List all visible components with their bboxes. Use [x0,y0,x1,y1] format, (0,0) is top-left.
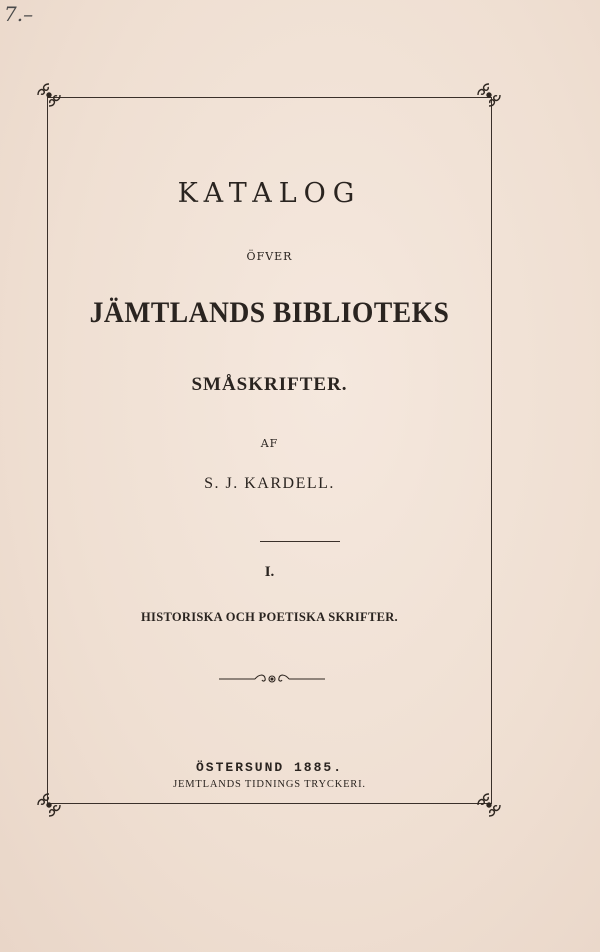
author-name: S. J. KARDELL. [204,475,335,492]
divider-rule [260,541,340,542]
corner-ornament-icon [34,790,64,820]
title-sub: SMÅSKRIFTER. [191,374,348,395]
part-number: I. [264,564,275,580]
byline-af: AF [260,437,279,450]
corner-ornament-icon [474,790,504,820]
imprint-place-year: ÖSTERSUND 1885. [195,760,344,775]
title-main: JÄMTLANDS BIBLIOTEKS [89,296,450,329]
pencil-annotation: 7.– [4,2,34,26]
title-ofver: ÖFVER [246,250,293,263]
ornamental-rule-icon [217,672,327,686]
imprint-printer: JEMTLANDS TIDNINGS TRYCKERI. [173,779,366,790]
corner-ornament-icon [34,80,64,110]
part-title: HISTORISKA OCH POETISKA SKRIFTER. [141,610,398,624]
title-katalog: KATALOG [177,178,362,209]
corner-ornament-icon [474,80,504,110]
